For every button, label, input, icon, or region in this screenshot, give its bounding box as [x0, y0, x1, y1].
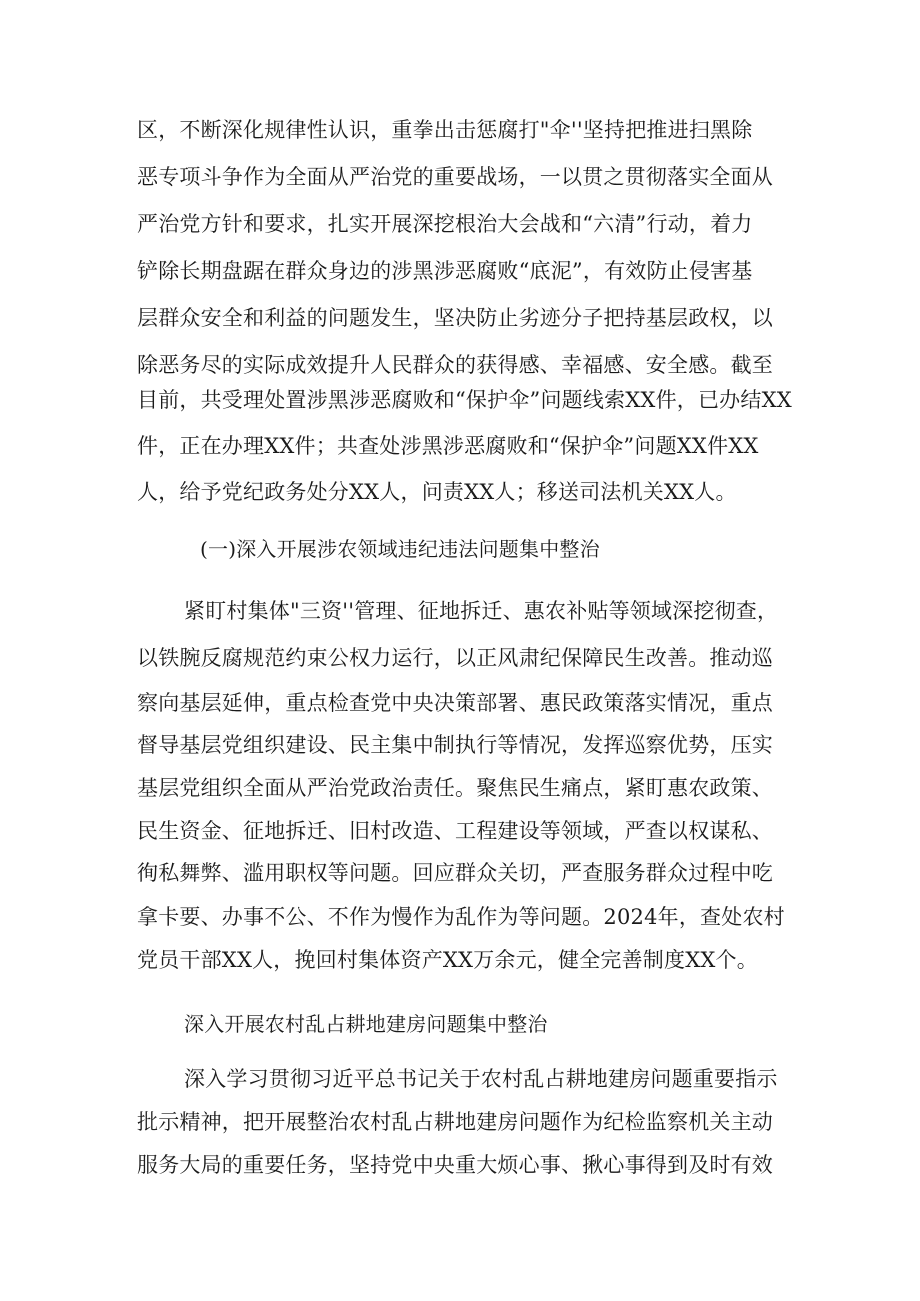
body-text-line: 区，不断深化规律性认识，重拳出击惩腐打"伞''坚持把推进扫黑除	[137, 118, 753, 142]
body-text-line: 党员干部XX人，挽回村集体资产XX万余元，健全完善制度XX个。	[137, 948, 758, 972]
body-text-line: 拿卡要、办事不公、不作为慢作为乱作为等问题。2024年，查处农村	[137, 905, 785, 929]
body-text-line: 铲除长期盘踞在群众身边的涉黑涉恶腐败“底泥”，有效防止侵害基	[137, 259, 753, 283]
body-text-line: 紧盯村集体"三资''管理、征地拆迁、惠农补贴等领域深挖彻查，	[184, 599, 779, 623]
body-text-line: 严治党方针和要求，扎实开展深挖根治大会战和“六清”行动，着力	[137, 212, 753, 236]
body-text-line: 层群众安全和利益的问题发生，坚决防止劣迹分子把持基层政权，以	[137, 306, 773, 330]
body-text-line: 件，正在办理XX件；共查处涉黑涉恶腐败和“保护伞”问题XX件XX	[137, 434, 759, 458]
body-text-line: 民生资金、征地拆迁、旧村改造、工程建设等领域，严查以权谋私、	[137, 819, 773, 843]
body-text-line: 批示精神，把开展整治农村乱占耕地建房问题作为纪检监察机关主动	[137, 1110, 773, 1134]
section-heading: 深入开展农村乱占耕地建房问题集中整治	[184, 1012, 548, 1036]
body-text-line: 目前，共受理处置涉黑涉恶腐败和“保护伞”问题线索XX件，已办结XX	[137, 388, 792, 412]
section-heading: (一)深入开展涉农领域违纪违法问题集中整治	[200, 537, 600, 561]
body-text-line: 督导基层党组织建设、民主集中制执行等情况，发挥巡察优势，压实	[137, 733, 773, 757]
body-text-line: 除恶务尽的实际成效提升人民群众的获得感、幸福感、安全感。截至	[137, 353, 773, 377]
body-text-line: 服务大局的重要任务，坚持党中央重大烦心事、揪心事得到及时有效	[137, 1153, 773, 1177]
body-text-line: 察向基层延伸，重点检查党中央决策部署、惠民政策落实情况，重点	[137, 691, 773, 715]
body-text-line: 深入学习贯彻习近平总书记关于农村乱占耕地建房问题重要指示	[184, 1067, 778, 1091]
body-text-line: 以铁腕反腐规范约束公权力运行，以正风肃纪保障民生改善。推动巡	[137, 646, 773, 670]
body-text-line: 恶专项斗争作为全面从严治党的重要战场，一以贯之贯彻落实全面从	[137, 165, 773, 189]
body-text-line: 基层党组织全面从严治党政治责任。聚焦民生痛点，紧盯惠农政策、	[137, 776, 773, 800]
body-text-line: 人，给予党纪政务处分XX人，问责XX人；移送司法机关XX人。	[137, 480, 737, 504]
body-text-line: 徇私舞弊、滥用职权等问题。回应群众关切，严查服务群众过程中吃	[137, 861, 773, 885]
